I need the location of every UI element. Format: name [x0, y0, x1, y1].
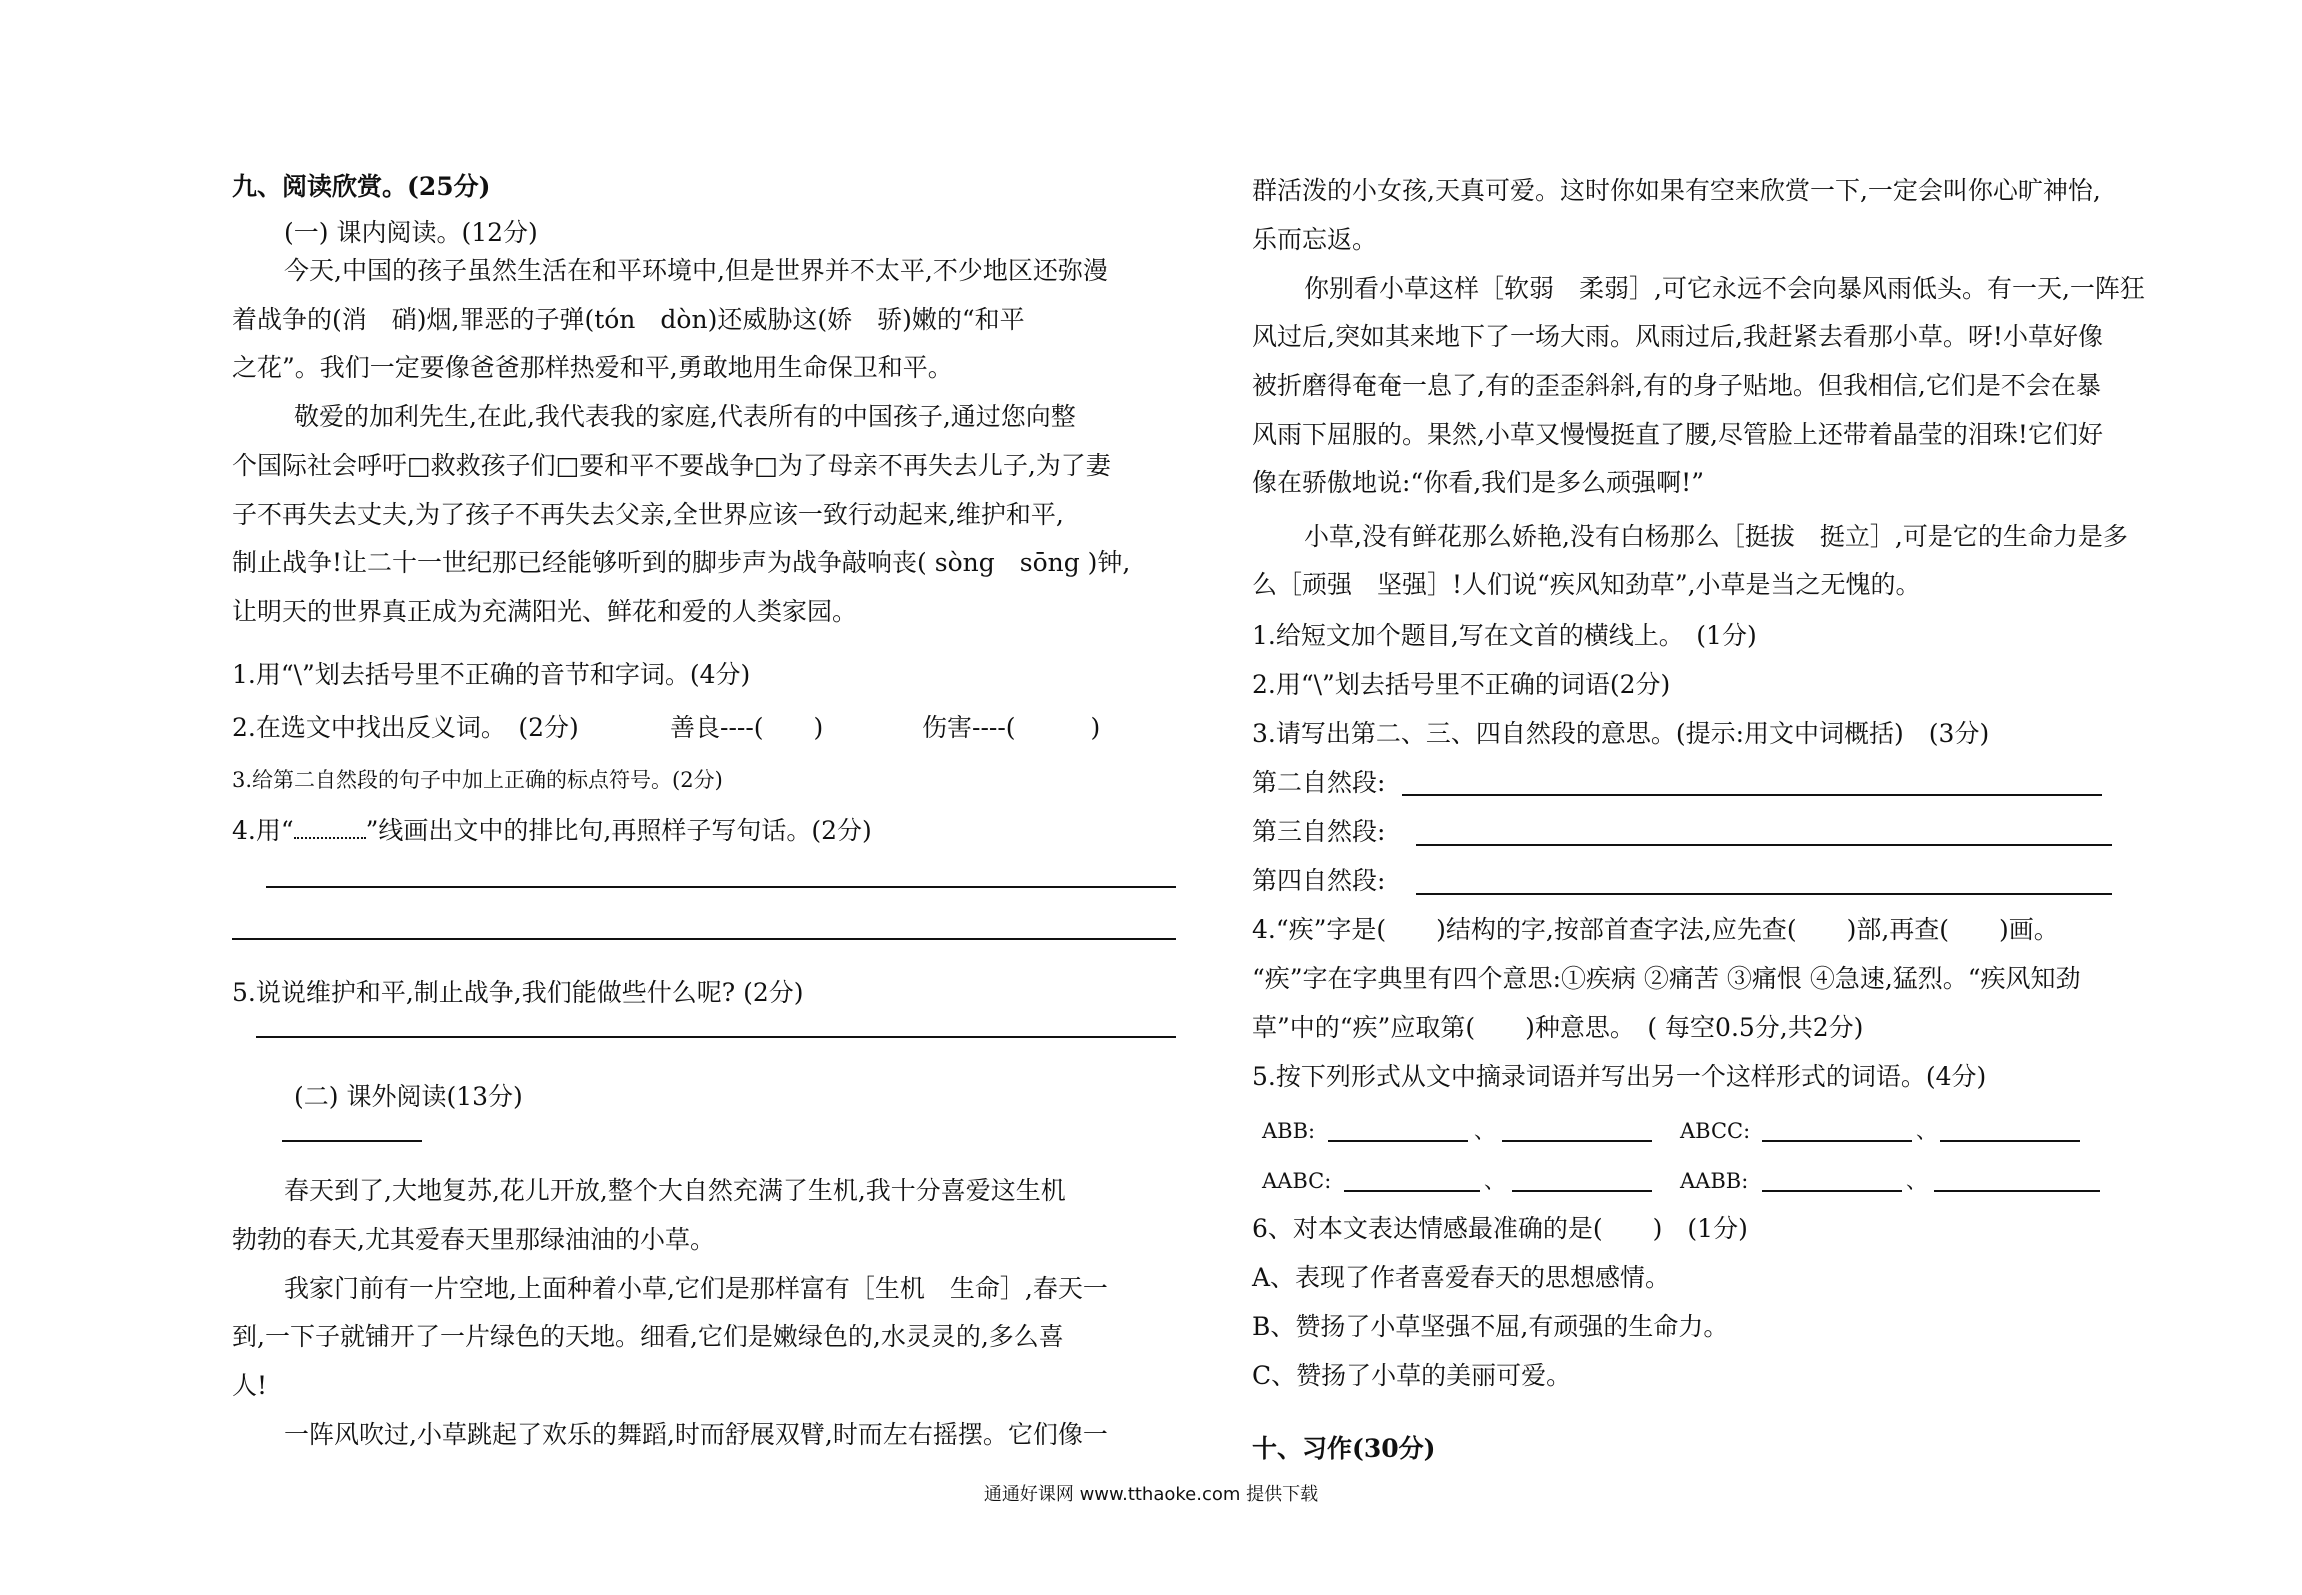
question-4-text-b: ”线画出文中的排比句,再照样子写句话。(2分) — [365, 816, 872, 845]
question-4: “疾”字在字典里有四个意思:①疾病 ②痛苦 ③痛恨 ④急速,猛烈。“疾风知劲 — [1252, 964, 2081, 993]
passage2-line: 风过后,突如其来地下了一场大雨。风雨过后,我赶紧去看那小草。呀!小草好像 — [1252, 322, 2103, 351]
question-3: 3.请写出第二、三、四自然段的意思。(提示:用文中词概括) (3分) — [1252, 719, 1990, 748]
separator: 、 — [1906, 1169, 1927, 1193]
passage2-line: 乐而忘返。 — [1252, 225, 1378, 254]
abcc-label: ABCC: — [1680, 1119, 1751, 1143]
separator: 、 — [1916, 1119, 1937, 1143]
passage1-line: 今天,中国的孩子虽然生活在和平环境中,但是世界并不太平,不少地区还弥漫 — [284, 256, 1108, 285]
question-1: 1.给短文加个题目,写在文首的横线上。 (1分) — [1252, 621, 1757, 650]
question-4-text-a: 4.用“ — [232, 816, 294, 845]
part-2-title: (二) 课外阅读(13分) — [294, 1082, 523, 1111]
passage1-line: 敬爱的加利先生,在此,我代表我的家庭,代表所有的中国孩子,通过您向整 — [294, 402, 1076, 431]
option-a[interactable]: A、表现了作者喜爱春天的思想感情。 — [1252, 1263, 1671, 1292]
passage2-line: 么［顽强 坚强］!人们说“疾风知劲草”,小草是当之无愧的。 — [1252, 570, 1921, 599]
passage2-line: 你别看小草这样［软弱 柔弱］,可它永远不会向暴风雨低头。有一天,一阵狂 — [1304, 274, 2145, 303]
abcc-blank-2[interactable] — [1940, 1140, 2080, 1142]
abb-label: ABB: — [1262, 1119, 1316, 1143]
question-2: 2.在选文中找出反义词。 (2分) — [232, 713, 579, 742]
title-blank-line[interactable] — [282, 1140, 422, 1142]
passage2-line: 人! — [232, 1371, 268, 1400]
question-2: 2.用“\”划去括号里不正确的词语(2分) — [1252, 670, 1671, 699]
part-1-title: (一) 课内阅读。(12分) — [284, 218, 538, 247]
antonym-blank-1[interactable]: 善良----( ) — [670, 713, 824, 742]
abcc-blank-1[interactable] — [1762, 1140, 1912, 1142]
passage2-line: 像在骄傲地说:“你看,我们是多么顽强啊!” — [1252, 468, 1704, 497]
section-9-title: 九、阅读欣赏。(25分) — [232, 172, 491, 201]
answer-line[interactable] — [266, 886, 1176, 888]
passage2-line: 一阵风吹过,小草跳起了欢乐的舞蹈,时而舒展双臂,时而左右摇摆。它们像一 — [284, 1420, 1108, 1449]
passage2-line: 小草,没有鲜花那么娇艳,没有白杨那么［挺拔 挺立］,可是它的生命力是多 — [1304, 522, 2128, 551]
aabc-blank-1[interactable] — [1344, 1190, 1480, 1192]
passage1-line: 子不再失去丈夫,为了孩子不再失去父亲,全世界应该一致行动起来,维护和平, — [232, 500, 1064, 529]
abb-blank-2[interactable] — [1502, 1140, 1652, 1142]
paragraph-4-label: 第四自然段: — [1252, 866, 1386, 895]
passage1-line: 之花”。我们一定要像爸爸那样热爱和平,勇敢地用生命保卫和平。 — [232, 353, 953, 382]
passage1-line: 让明天的世界真正成为充满阳光、鲜花和爱的人类家园。 — [232, 597, 858, 626]
paragraph-3-answer-line[interactable] — [1416, 844, 2112, 846]
aabb-label: AABB: — [1680, 1169, 1749, 1193]
passage2-line: 到,一下子就铺开了一片绿色的天地。细看,它们是嫩绿色的,水灵灵的,多么喜 — [232, 1322, 1064, 1351]
question-3: 3.给第二自然段的句子中加上正确的标点符号。(2分) — [232, 768, 723, 792]
passage2-line: 我家门前有一片空地,上面种着小草,它们是那样富有［生机 生命］,春天一 — [284, 1274, 1108, 1303]
separator: 、 — [1484, 1169, 1505, 1193]
separator: 、 — [1474, 1119, 1495, 1143]
aabc-label: AABC: — [1262, 1169, 1332, 1193]
section-10-title: 十、习作(30分) — [1252, 1434, 1436, 1463]
passage2-line: 被折磨得奄奄一息了,有的歪歪斜斜,有的身子贴地。但我相信,它们是不会在暴 — [1252, 371, 2101, 400]
page-footer: 通通好课网 www.tthaoke.com 提供下载 — [983, 1484, 1319, 1505]
aabb-blank-1[interactable] — [1762, 1190, 1902, 1192]
passage1-line: 着战争的(消 硝)烟,罪恶的子弹(tón dòn)还威胁这(娇 骄)嫩的“和平 — [232, 305, 1025, 334]
paragraph-2-answer-line[interactable] — [1402, 794, 2102, 796]
question-5: 5.说说维护和平,制止战争,我们能做些什么呢? (2分) — [232, 978, 804, 1007]
question-5: 5.按下列形式从文中摘录词语并写出另一个这样形式的词语。(4分) — [1252, 1062, 1987, 1091]
antonym-blank-2[interactable]: 伤害----( ) — [922, 713, 1101, 742]
question-6: 6、对本文表达情感最准确的是( ) (1分) — [1252, 1214, 1748, 1243]
abb-blank-1[interactable] — [1328, 1140, 1468, 1142]
option-b[interactable]: B、赞扬了小草坚强不屈,有顽强的生命力。 — [1252, 1312, 1729, 1341]
answer-line[interactable] — [256, 1036, 1176, 1038]
passage2-line: 春天到了,大地复苏,花儿开放,整个大自然充满了生机,我十分喜爱这生机 — [284, 1176, 1066, 1205]
option-c[interactable]: C、赞扬了小草的美丽可爱。 — [1252, 1361, 1572, 1390]
paragraph-4-answer-line[interactable] — [1416, 893, 2112, 895]
question-1: 1.用“\”划去括号里不正确的音节和字词。(4分) — [232, 660, 751, 689]
question-4: 草”中的“疾”应取第( )种意思。 ( 每空0.5分,共2分) — [1252, 1013, 1864, 1042]
passage2-line: 勃勃的春天,尤其爱春天里那绿油油的小草。 — [232, 1225, 715, 1254]
aabb-blank-2[interactable] — [1934, 1190, 2100, 1192]
question-4: 4.“疾”字是( )结构的字,按部首查字法,应先查( )部,再查( )画。 — [1252, 915, 2059, 944]
passage2-line: 风雨下屈服的。果然,小草又慢慢挺直了腰,尽管脸上还带着晶莹的泪珠!它们好 — [1252, 420, 2103, 449]
question-4 — [232, 816, 872, 846]
paragraph-3-label: 第三自然段: — [1252, 817, 1386, 846]
passage1-line: 制止战争!让二十一世纪那已经能够听到的脚步声为战争敲响丧( sòng sōng )钟, — [232, 548, 1131, 577]
passage2-line: 群活泼的小女孩,天真可爱。这时你如果有空来欣赏一下,一定会叫你心旷神怡, — [1252, 176, 2101, 205]
passage1-line: 个国际社会呼吁□救救孩子们□要和平不要战争□为了母亲不再失去儿子,为了妻 — [232, 451, 1111, 480]
aabc-blank-2[interactable] — [1512, 1190, 1652, 1192]
dotted-line-sample — [294, 819, 366, 839]
paragraph-2-label: 第二自然段: — [1252, 768, 1386, 797]
answer-line[interactable] — [232, 938, 1176, 940]
